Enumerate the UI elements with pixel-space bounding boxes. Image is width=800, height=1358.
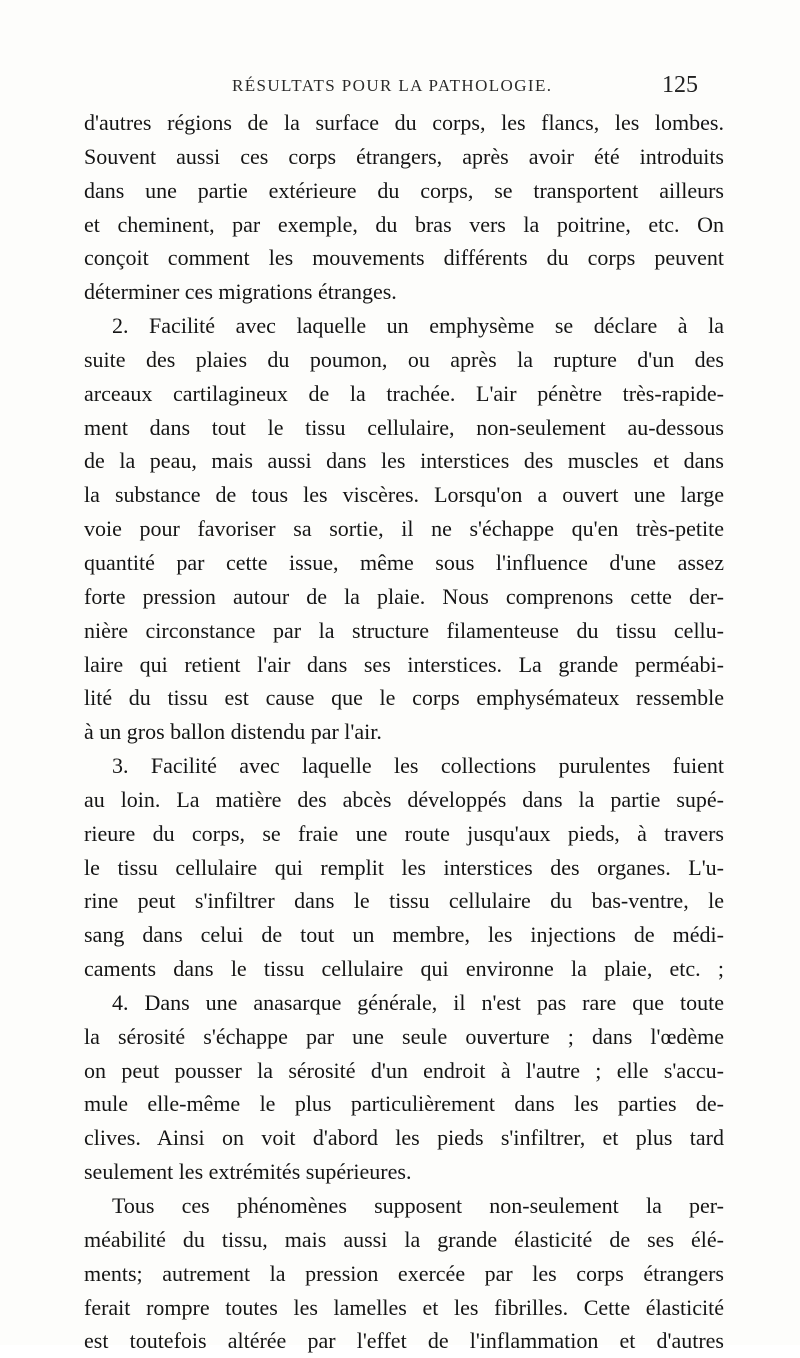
text-line: d'autres régions de la surface du corps, les flancs, les lombes. — [84, 110, 724, 135]
text-line: laire qui retient l'air dans ses interstices. La grande perméabi- — [84, 651, 724, 677]
text-line: on peut pousser la sérosité d'un endroit à l'autre ; elle s'accu- — [84, 1057, 724, 1083]
text-line: mule elle-même le plus particulièrement dans les parties de- — [84, 1091, 724, 1117]
text-line: arceaux cartilagineux de la trachée. L'air pénètre très-rapide- — [84, 380, 724, 406]
text-line: 4. Dans une anasarque générale, il n'est pas rare que toute — [112, 989, 724, 1015]
text-line: clives. Ainsi on voit d'abord les pieds s'infiltrer, et plus tard — [84, 1125, 724, 1151]
text-line: dans une partie extérieure du corps, se transportent ailleurs — [84, 177, 724, 203]
page-number: 125 — [662, 72, 698, 98]
text-line: nière circonstance par la structure filamenteuse du tissu cellu- — [84, 617, 724, 643]
text-line: caments dans le tissu cellulaire qui environne la plaie, etc. ; — [84, 956, 724, 982]
text-line: 2. Facilité avec laquelle un emphysème se déclare à la — [112, 313, 724, 339]
text-line: ferait rompre toutes les lamelles et les fibrilles. Cette élasticité — [84, 1294, 724, 1320]
running-title: RÉSULTATS POUR LA PATHOLOGIE. — [232, 76, 553, 95]
body-text — [84, 106, 724, 1358]
text-line: Tous ces phénomènes supposent non-seulement la per- — [112, 1193, 724, 1218]
text-line: au loin. La matière des abcès développés dans la partie supé- — [84, 786, 724, 812]
text-line: sang dans celui de tout un membre, les injections de médi- — [84, 922, 724, 948]
text-line: méabilité du tissu, mais aussi la grande élasticité de ses élé- — [84, 1226, 724, 1252]
page-header — [0, 72, 800, 102]
text-line: ment dans tout le tissu cellulaire, non-seulement au-dessous — [84, 414, 724, 440]
text-line: suite des plaies du poumon, ou après la rupture d'un des — [84, 346, 724, 372]
text-line: et cheminent, par exemple, du bras vers la poitrine, etc. On — [84, 211, 724, 237]
text-line: à un gros ballon distendu par l'air. — [84, 719, 382, 745]
text-line: 3. Facilité avec laquelle les collections purulentes fuient — [112, 753, 724, 779]
text-line: est toutefois altérée par l'effet de l'inflammation et d'autres — [84, 1328, 724, 1354]
text-line: lité du tissu est cause que le corps emphysémateux ressemble — [84, 685, 724, 711]
text-line: forte pression autour de la plaie. Nous comprenons cette der- — [84, 583, 724, 609]
text-line: le tissu cellulaire qui remplit les interstices des organes. L'u- — [84, 854, 724, 880]
text-line: seulement les extrémités supérieures. — [84, 1159, 412, 1185]
text-line: Souvent aussi ces corps étrangers, après avoir été introduits — [84, 143, 724, 169]
text-line: conçoit comment les mouvements différents du corps peuvent — [84, 245, 724, 271]
text-line: de la peau, mais aussi dans les interstices des muscles et dans — [84, 448, 724, 474]
text-line: déterminer ces migrations étranges. — [84, 279, 397, 305]
text-line: rine peut s'infiltrer dans le tissu cellulaire du bas-ventre, le — [84, 888, 724, 914]
text-line: rieure du corps, se fraie une route jusqu'aux pieds, à travers — [84, 820, 724, 846]
text-line: ments; autrement la pression exercée par les corps étrangers — [84, 1260, 724, 1286]
text-line: la substance de tous les viscères. Lorsqu'on a ouvert une large — [84, 482, 724, 508]
text-line: la sérosité s'échappe par une seule ouverture ; dans l'œdème — [84, 1023, 724, 1049]
text-line: quantité par cette issue, même sous l'influence d'une assez — [84, 549, 724, 575]
text-line: voie pour favoriser sa sortie, il ne s'échappe qu'en très-petite — [84, 516, 724, 542]
